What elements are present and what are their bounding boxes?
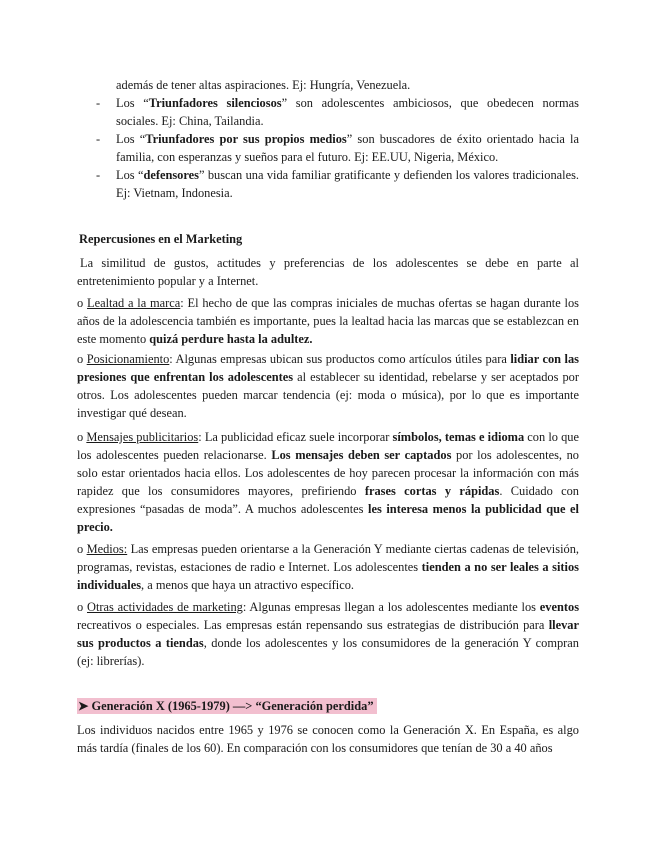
bullet-defensores: Los “defensores” buscan una vida familiar gratificante y defienden los valores tradicionales. Ej: Vietnam, Indonesia.	[116, 168, 580, 200]
item-medios: o Medios: Las empresas pueden orientarse a la Generación Y mediante ciertas cadenas de televisión, programas, revistas, estaciones de radio e Internet. Los adolescentes tienden a no ser leales a sitios individuales, a menos que haya un atractivo específico.	[77, 542, 579, 592]
item-posicionamiento: o Posicionamiento: Algunas empresas ubican sus productos como artículos útiles para lidiar con las presiones que enfrentan los adolescentes al establecer su identidad, rebelarse y ser aceptados por otros. Los adolescentes pueden marcar tendencia (ej: moda o música), por lo que es importante investigar qué desean.	[77, 352, 580, 420]
gen-x-paragraph: Los individuos nacidos entre 1965 y 1976 se conocen como la Generación X. En España, es algo más tardía (finales de los 60). En comparación con los consumidores que tenían de 30 a 40 años	[77, 723, 579, 755]
item-mensajes-publicitarios: o Mensajes publicitarios: La publicidad eficaz suele incorporar símbolos, temas e idioma con lo que los adolescentes pueden relacionarse. Los mensajes deben ser captados por los adolescentes, no solo estar orientados hacia ellos. Los adolescentes de hoy parecen procesar la información con más rapidez que los consumidores mayores, prefiriendo frases cortas y rápidas. Cuidado con expresiones “pasadas de moda”. A muchos adolescentes les interesa menos la publicidad que el precio.	[77, 430, 580, 534]
list-continuation: además de tener altas aspiraciones. Ej: Hungría, Venezuela.	[116, 78, 411, 92]
bullet-marker: -	[96, 168, 101, 182]
bullet-marker: -	[96, 132, 101, 146]
item-lealtad-marca: o Lealtad a la marca: El hecho de que las compras iniciales de muchas ofertas se hagan durante los años de la adolescencia también es importante, pues la lealtad hacia las marcas que se establezcan en este momento quizá perdure hasta la adultez.	[77, 296, 579, 346]
item-otras-actividades: o Otras actividades de marketing: Algunas empresas llegan a los adolescentes mediante los eventos recreativos o especiales. Las empresas están repensando sus estrategias de distribución para llevar sus productos a tiendas, donde los adolescentes y los consumidores de la generación Y compran (ej: librerías).	[77, 600, 580, 668]
section-heading: Repercusiones en el Marketing	[79, 232, 243, 246]
bullet-triunfadores-propios-medios: Los “Triunfadores por sus propios medios” son buscadores de éxito orientado hacia la familia, con esperanzas y sueños para el futuro. Ej: EE.UU, Nigeria, México.	[116, 132, 579, 164]
gen-x-heading-text: ➤ Generación X (1965-1979) —> “Generación perdida”	[77, 698, 377, 714]
bullet-triunfadores-silenciosos: Los “Triunfadores silenciosos” son adolescentes ambiciosos, que obedecen normas sociales. Ej: China, Tailandia.	[116, 96, 579, 128]
intro-paragraph: La similitud de gustos, actitudes y preferencias de los adolescentes se debe en parte al entretenimiento popular y a Internet.	[77, 256, 579, 288]
bullet-marker: -	[96, 96, 101, 110]
gen-x-heading	[77, 697, 377, 715]
